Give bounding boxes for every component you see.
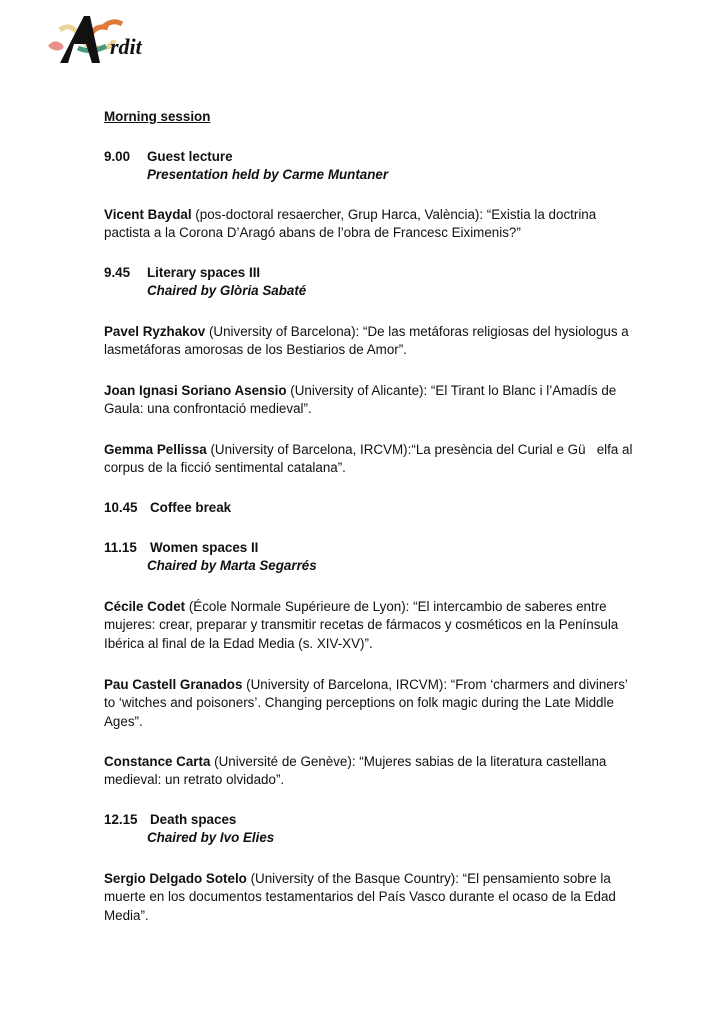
session-chair: Presentation held by Carme Muntaner [147, 167, 389, 183]
talk: Pavel Ryzhakov (University of Barcelona): “De las metáforas religiosas del hysiologus a lasmetáforas amorosas de los Bestiarios de Amor”. [104, 324, 629, 358]
talk: Vicent Baydal (pos-doctoral resaercher, Grup Harca, València): “Existia la doctrina pactista a la Corona D’Aragó abans de l’obra de Francesc Eiximenis?” [104, 207, 597, 241]
talk: Constance Carta (Université de Genève): “Mujeres sabias de la literatura castellana medieval: un retrato olvidado”. [104, 754, 607, 788]
session-chair: Chaired by Marta Segarrés [147, 558, 317, 574]
session-time: 10.45 [104, 500, 138, 515]
session-literary-spaces [104, 264, 634, 301]
talk: Cécile Codet (École Normale Supérieure de Lyon): “El intercambio de saberes entre mujeres: crear, preparar y transmitir recetas de fármacos y cosméticos en la Península Ibérica al final de la Edad Media (s. XIV-XV)”. [104, 599, 619, 651]
session-time: 9.00 [104, 149, 131, 164]
session-title: Guest lecture [147, 149, 233, 164]
talk: Joan Ignasi Soriano Asensio (University of Alicante): “El Tirant lo Blanc i l’Amadís de Gaula: una confrontació medieval”. [104, 383, 617, 417]
session-death-spaces [104, 811, 634, 848]
session-chair: Chaired by Ivo Elies [147, 830, 275, 846]
session-title: Death spaces [150, 812, 237, 827]
talk: Pau Castell Granados (University of Barcelona, IRCVM): “From ‘charmers and diviners’ to ‘witches and poisoners’. Changing perceptions on folk magic during the Late Middle Ages”. [104, 677, 628, 729]
section-heading: Morning session [104, 109, 211, 124]
session-time: 9.45 [104, 265, 131, 280]
session-coffee-break [104, 499, 634, 517]
session-chair: Chaired by Glòria Sabaté [147, 283, 307, 299]
session-title: Women spaces II [150, 540, 259, 555]
session-title: Literary spaces III [147, 265, 261, 280]
session-guest-lecture [104, 148, 634, 185]
talk: Sergio Delgado Sotelo (University of the Basque Country): “El pensamiento sobre la muerte en los documentos testamentarios del País Vasco durante el ocaso de la Edad Media”. [104, 871, 616, 923]
session-women-spaces [104, 539, 634, 576]
svg-text:rdit: rdit [110, 34, 142, 59]
session-time: 12.15 [104, 812, 138, 827]
ardit-logo [40, 8, 165, 68]
session-time: 11.15 [104, 540, 137, 555]
session-title: Coffee break [150, 500, 232, 515]
talk: Gemma Pellissa (University of Barcelona, IRCVM):“La presència del Curial e Gü elfa al corpus de la ficció sentimental catalana”. [104, 442, 637, 476]
